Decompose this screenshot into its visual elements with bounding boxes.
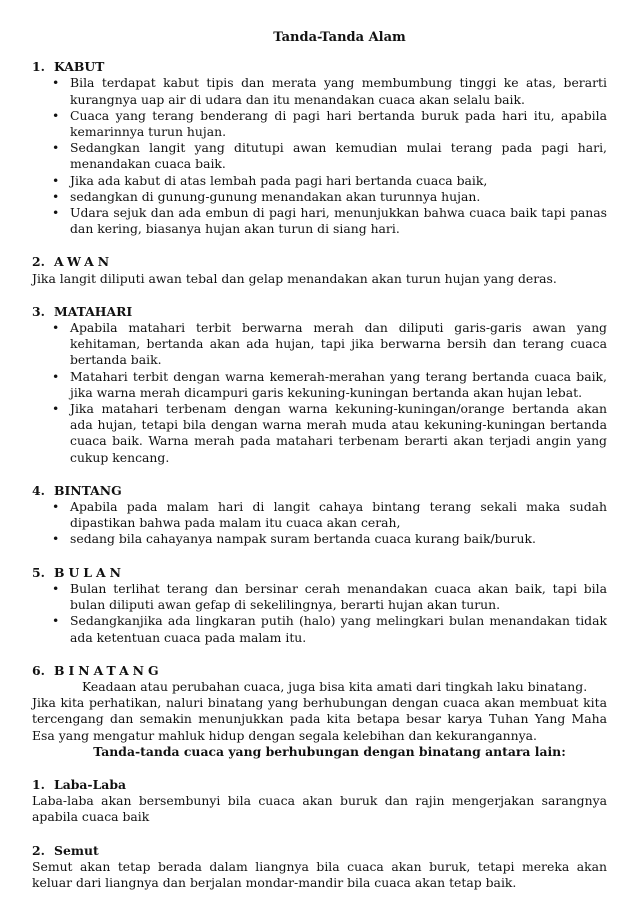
section-heading [32, 565, 607, 581]
list-item: • Udara sejuk dan ada embun di pagi hari, menunjukkan bahwa cuaca baik tapi panas dan kering, biasanya hujan akan turun di siang hari. [32, 205, 607, 237]
section-heading [32, 254, 607, 270]
section-heading [32, 483, 607, 499]
section-kabut [32, 59, 607, 237]
section-title: BINTANG [54, 482, 122, 498]
bullet-list [32, 75, 607, 237]
section-semut [32, 843, 607, 892]
section-title: BULAN [54, 564, 125, 580]
bullet-list [32, 581, 607, 646]
list-item: • sedangkan di gunung-gunung menandakan akan turunnya hujan. [32, 189, 607, 205]
list-item: • Apabila matahari terbit berwarna merah dan diliputi garis-garis awan yang kehitaman, bertanda akan ada hujan, tapi jika berwarna bersih dan terang cuaca bertanda baik. [32, 320, 607, 369]
section-number: 3. [32, 303, 45, 319]
section-number: 6. [32, 662, 45, 678]
section-heading [32, 777, 607, 793]
section-matahari [32, 304, 607, 466]
list-item: • Bulan terlihat terang dan bersinar cerah menandakan cuaca akan baik, tapi bila bulan diliputi awan gefap di sekelilingnya, berarti hujan akan turun. [32, 581, 607, 613]
section-bulan [32, 565, 607, 646]
section-number: 1. [32, 59, 45, 75]
list-item: • Bila terdapat kabut tipis dan merata yang membumbung tinggi ke atas, berarti kurangnya uap air di udara dan itu menandakan cuaca akan selalu baik. [32, 75, 607, 107]
section-title: BINATANG [54, 662, 163, 678]
list-item: • Matahari terbit dengan warna kemerah-merahan yang terang bertanda cuaca baik, jika warna merah dicampuri garis kekuning-kuningan bertanda akan hujan lebat. [32, 369, 607, 401]
section-laba-laba [32, 777, 607, 826]
bullet-list [32, 320, 607, 466]
list-item: • Sedangkan langit yang ditutupi awan kemudian mulai terang pada pagi hari, menandakan cuaca baik. [32, 140, 607, 172]
sub-heading: Tanda-tanda cuaca yang berhubungan dengan binatang antara lain: [93, 743, 566, 759]
section-title: MATAHARI [54, 303, 133, 319]
section-title: KABUT [54, 59, 105, 75]
paragraph: Laba-laba akan bersembunyi bila cuaca akan buruk dan rajin mengerjakan sarangnya apabila cuaca baik [32, 793, 607, 825]
section-title: Semut [54, 842, 99, 858]
section-number: 2. [32, 842, 45, 858]
list-item: • Sedangkanjika ada lingkaran putih (halo) yang melingkari bulan menandakan tidak ada ketentuan cuaca pada malam itu. [32, 613, 607, 645]
document-page [32, 30, 607, 908]
section-title: AWAN [54, 254, 114, 270]
list-item: • Cuaca yang terang benderang di pagi hari bertanda buruk pada hari itu, apabila kemarinnya turun hujan. [32, 108, 607, 140]
list-item: • Apabila pada malam hari di langit cahaya bintang terang sekali maka sudah dipastikan bahwa pada malam itu cuaca akan cerah, [32, 499, 607, 531]
bullet-list [32, 499, 607, 548]
list-item: • Jika matahari terbenam dengan warna kekuning-kuningan/orange bertanda akan ada hujan, tetapi bila dengan warna merah muda atau kekuning-kuningan bertanda cuaca baik. Warna merah pada matahari terbenam berarti akan terjadi angin yang cukup kencang. [32, 401, 607, 466]
section-heading [32, 663, 607, 679]
section-awan [32, 254, 607, 286]
paragraph: Jika kita perhatikan, naluri binatang yang berhubungan dengan cuaca akan membuat kita tercengang dan semakin menunjukkan pada kita betapa besar karya Tuhan Yang Maha Esa yang mengatur mahluk hidup dengan segala kelebihan dan kekurangannya. [32, 695, 607, 743]
document-title: Tanda-Tanda Alam [273, 30, 406, 45]
list-item: • Jika ada kabut di atas lembah pada pagi hari bertanda cuaca baik, [32, 173, 607, 189]
section-number: 2. [32, 254, 45, 270]
section-number: 4. [32, 482, 45, 498]
section-bintang [32, 483, 607, 548]
section-number: 1. [32, 776, 45, 792]
paragraph: Jika langit diliputi awan tebal dan gelap menandakan akan turun hujan yang deras. [32, 270, 557, 286]
section-binatang [32, 663, 607, 760]
intro-paragraph: Keadaan atau perubahan cuaca, juga bisa kita amati dari tingkah laku binatang. [82, 678, 588, 694]
section-heading [32, 59, 607, 75]
paragraph: Semut akan tetap berada dalam liangnya bila cuaca akan buruk, tetapi mereka akan keluar dari liangnya dan berjalan mondar-mandir bila cuaca akan tetap baik. [32, 858, 607, 890]
list-item: • sedang bila cahayanya nampak suram bertanda cuaca kurang baik/buruk. [32, 531, 607, 547]
section-heading [32, 304, 607, 320]
section-title: Laba-Laba [54, 776, 127, 792]
section-heading [32, 843, 607, 859]
section-number: 5. [32, 564, 45, 580]
